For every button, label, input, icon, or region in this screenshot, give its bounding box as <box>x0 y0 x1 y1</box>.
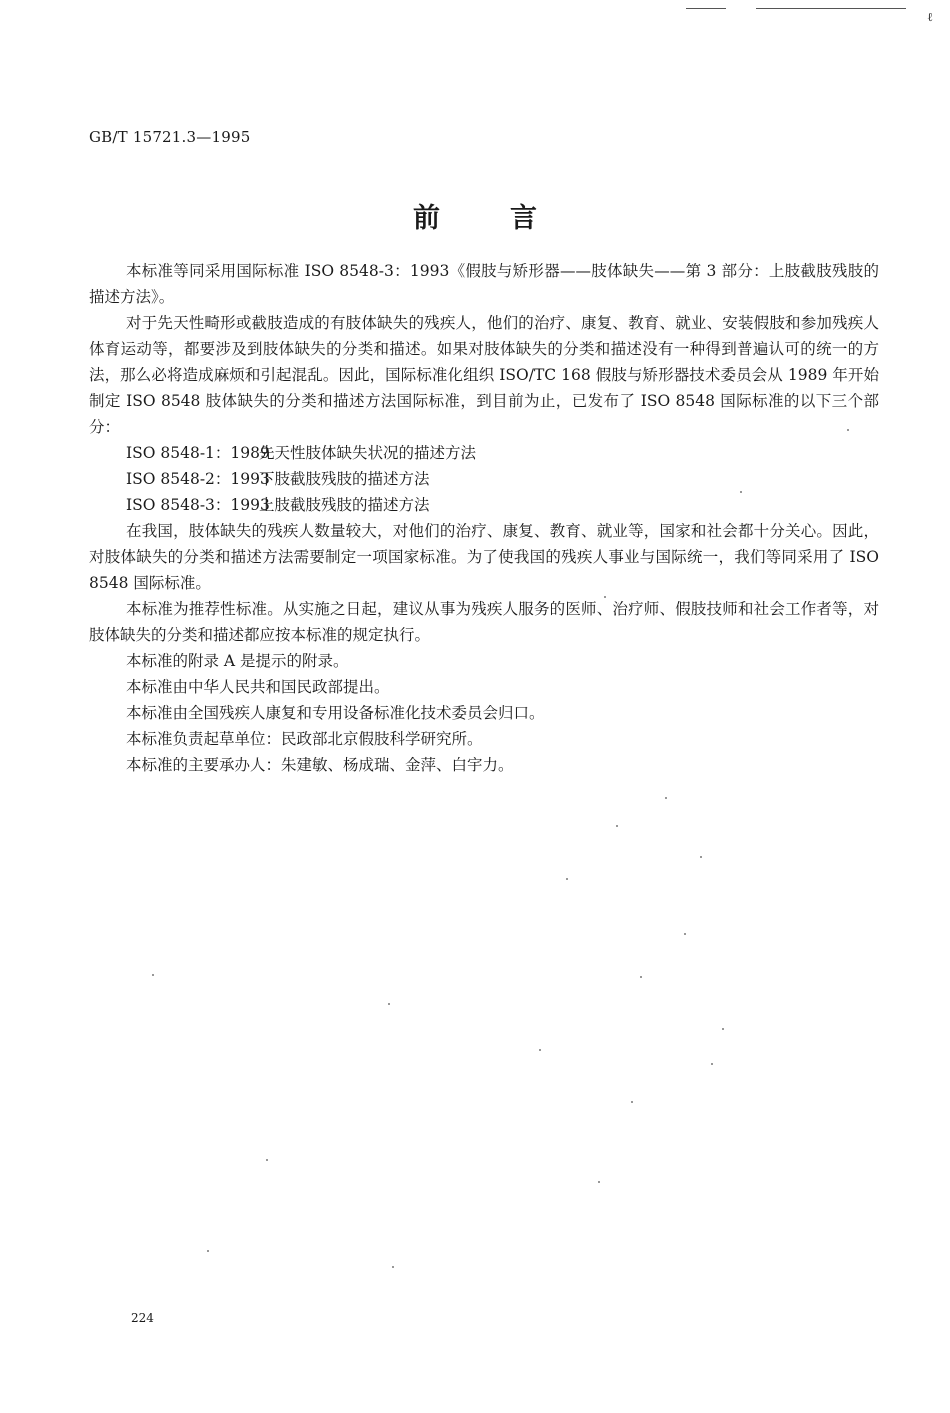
standard-list-code: ISO 8548-3：1993 <box>126 496 270 514</box>
scan-speck <box>847 429 849 431</box>
scan-speck <box>711 1063 713 1065</box>
scan-speck <box>604 596 606 598</box>
paragraph: 本标准为推荐性标准。从实施之日起，建议从事为残疾人服务的医师、治疗师、假肢技师和社会工作者等，对肢体缺失的分类和描述都应按本标准的规定执行。 <box>89 600 879 644</box>
paragraph: 本标准的主要承办人：朱建敏、杨成瑞、金萍、白宇力。 <box>126 756 514 774</box>
paragraph: 本标准负责起草单位：民政部北京假肢科学研究所。 <box>126 730 483 748</box>
page-title: 前言 <box>413 203 607 234</box>
scan-speck <box>740 491 742 493</box>
scan-speck <box>616 825 618 827</box>
standard-list-item <box>89 466 879 492</box>
paragraph: 本标准的附录 A 是提示的附录。 <box>126 652 349 670</box>
scan-edge-line <box>756 8 906 9</box>
paragraph: 本标准由全国残疾人康复和专用设备标准化技术委员会归口。 <box>126 704 545 722</box>
standard-list-item <box>89 492 879 518</box>
scan-speck <box>207 1250 209 1252</box>
standard-list-item <box>89 440 879 466</box>
scan-speck <box>388 1003 390 1005</box>
standard-list-code: ISO 8548-2：1993 <box>126 470 270 488</box>
standard-code: GB/T 15721.3—1995 <box>89 128 251 146</box>
paragraph: 本标准由中华人民共和国民政部提出。 <box>126 678 390 696</box>
scan-speck <box>665 797 667 799</box>
paragraph: 对于先天性畸形或截肢造成的有肢体缺失的残疾人，他们的治疗、康复、教育、就业、安装假肢和参加残疾人体育运动等，都要涉及到肢体缺失的分类和描述。如果对肢体缺失的分类和描述没有一种得到普遍认可的统一的方法，那么必将造成麻烦和引起混乱。因此，国际标准化组织 ISO/TC 168 假肢与矫形器技术委员会从 1989 年开始制定 ISO 8548 肢体缺失的分类和描述方法国际标准，到目前为止，已发布了 ISO 8548 国际标准的以下三个部分： <box>89 314 879 436</box>
scan-speck <box>700 856 702 858</box>
scan-speck <box>152 974 154 976</box>
paragraph: 在我国，肢体缺失的残疾人数量较大，对他们的治疗、康复、教育、就业等，国家和社会都十分关心。因此，对肢体缺失的分类和描述方法需要制定一项国家标准。为了使我国的残疾人事业与国际统一，我们等同采用了 ISO 8548 国际标准。 <box>89 522 879 592</box>
page-number: 224 <box>131 1311 154 1325</box>
scan-speck <box>539 1049 541 1051</box>
scan-speck <box>392 1266 394 1268</box>
scan-speck <box>598 1181 600 1183</box>
scan-edge-line <box>686 8 726 9</box>
standard-list-title: 先天性肢体缺失状况的描述方法 <box>259 444 477 462</box>
standard-list-title: 下肢截肢残肢的描述方法 <box>259 470 430 488</box>
scan-speck <box>722 1028 724 1030</box>
scan-speck <box>640 976 642 978</box>
scan-speck <box>566 878 568 880</box>
scan-speck <box>684 933 686 935</box>
paragraph: 本标准等同采用国际标准 ISO 8548-3：1993《假肢与矫形器——肢体缺失——第 3 部分：上肢截肢残肢的描述方法》。 <box>89 262 879 306</box>
scan-speck <box>266 1159 268 1161</box>
standard-list-code: ISO 8548-1：1989 <box>126 444 270 462</box>
foreword-body <box>89 258 879 778</box>
standard-list-title: 上肢截肢残肢的描述方法 <box>259 496 430 514</box>
scan-corner-mark: ℓ <box>927 10 933 24</box>
scan-speck <box>631 1101 633 1103</box>
